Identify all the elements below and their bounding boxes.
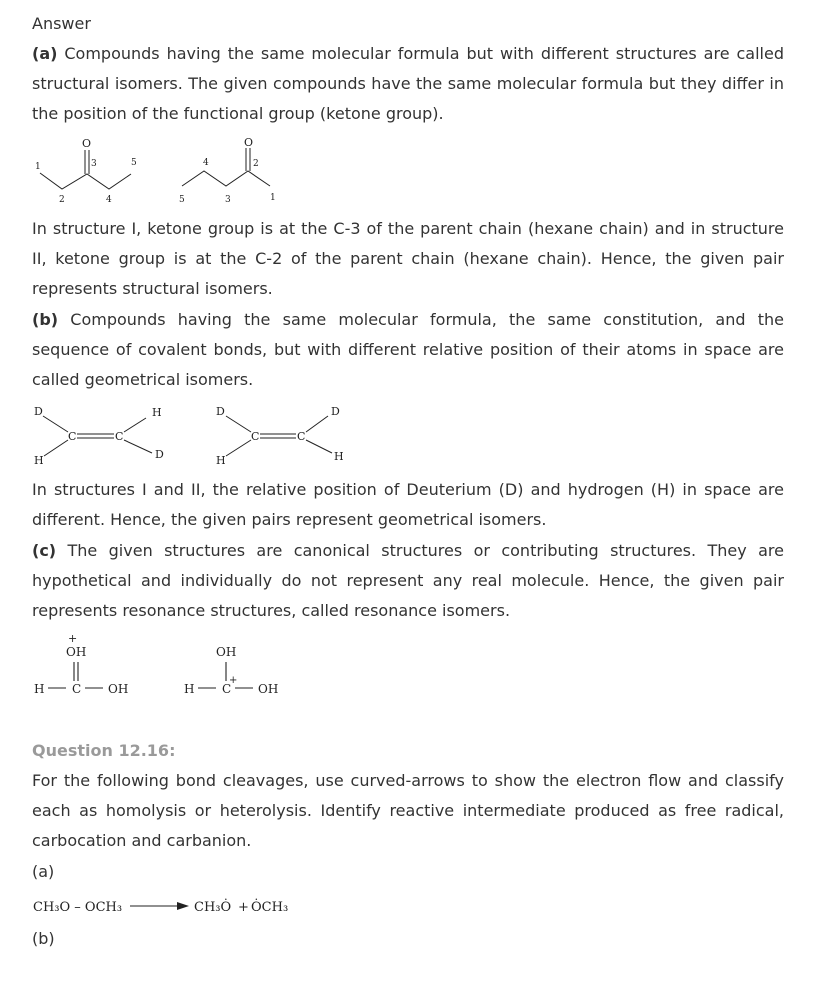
structure-two-c5: 5 <box>179 195 185 205</box>
structure-one-c2: 2 <box>59 195 65 205</box>
part-a-text: Compounds having the same molecular formula but with different structures are called structural isomers. The given compounds have the same molecular formula but they differ in the position of the functional group (ketone group). <box>32 44 784 124</box>
resonance-structures-figure <box>32 632 302 702</box>
iso-two-bonds <box>226 416 332 456</box>
reaction-reactant: CH₃O – OCH₃ <box>33 900 123 915</box>
question-text: For the following bond cleavages, use curved-arrows to show the electron flow and classify each as homolysis or heterolysis. Identify reactive intermediate produced as free radical, carbocation and carbanion. <box>32 771 784 851</box>
answer-heading: Answer <box>32 14 91 33</box>
part-c-label: (c) <box>32 541 57 560</box>
iso-two-d-top-right: D <box>331 405 340 418</box>
part-b-paragraph <box>32 305 784 396</box>
structure-two-c3: 3 <box>225 195 231 205</box>
structure-one-c3: 3 <box>91 159 97 169</box>
iso-one-h-bottom-left: H <box>34 454 44 467</box>
structure-two-c4: 4 <box>203 158 209 168</box>
iso-one-carbon-left: C <box>68 430 77 443</box>
structure-one-bonds <box>40 150 131 189</box>
res-two-oh: OH <box>216 645 237 659</box>
geometrical-isomers-figure <box>32 398 362 470</box>
res-one-plus-charge: + <box>68 632 78 645</box>
structure-one-oxygen: O <box>82 137 92 150</box>
part-b-text: Compounds having the same molecular formula, the same constitution, and the sequence of covalent bonds, but with different relative position of their atoms in space are called geometrical isomers. <box>32 310 784 390</box>
iso-two-carbon-right: C <box>297 430 306 443</box>
part-a-explanation: In structure I, ketone group is at the C-3 of the parent chain (hexane chain) and in structure II, ketone group is at the C-2 of the parent chain (hexane chain). Hence, the given pair represents structural isomers. <box>32 219 784 299</box>
question-sub-b: (b) <box>32 929 55 948</box>
structure-one-c4: 4 <box>106 195 112 205</box>
iso-one-d-top-left: D <box>34 405 43 418</box>
homolysis-reaction-figure <box>32 894 312 920</box>
part-b-label: (b) <box>32 310 59 329</box>
iso-one-carbon-right: C <box>115 430 124 443</box>
res-one-h: H <box>34 682 45 696</box>
iso-one-h-top-right: H <box>152 406 162 419</box>
iso-one-bonds <box>43 416 152 456</box>
structure-two-c2: 2 <box>253 159 259 169</box>
part-c-text: The given structures are canonical structures or contributing structures. They are hypothetical and individually do not represent any real molecule. Hence, the given pair represents resonance structures, called resonance isomers. <box>32 541 784 621</box>
res-two-h: H <box>184 682 195 696</box>
iso-two-h-bottom-right: H <box>334 450 344 463</box>
structure-one-c5: 5 <box>131 158 137 168</box>
iso-one-d-bottom-right: D <box>155 448 164 461</box>
res-two-oh-right: OH <box>258 682 279 696</box>
structure-one-c1: 1 <box>35 162 41 172</box>
reaction-product-one: CH₃Ȯ <box>194 900 232 915</box>
part-a-label: (a) <box>32 44 58 63</box>
part-b-explanation: In structures I and II, the relative position of Deuterium (D) and hydrogen (H) in space are different. Hence, the given pairs represent geometrical isomers. <box>32 480 784 530</box>
part-a-paragraph <box>32 39 784 130</box>
reaction-plus-sign: + <box>238 900 249 915</box>
res-one-oh-right: OH <box>108 682 129 696</box>
iso-two-d-top-left: D <box>216 405 225 418</box>
ketone-structures-figure <box>32 134 312 210</box>
iso-two-h-bottom-left: H <box>216 454 226 467</box>
part-c-paragraph <box>32 536 784 627</box>
res-two-plus-charge: + <box>229 675 238 686</box>
question-sub-a: (a) <box>32 862 55 881</box>
res-one-carbon: C <box>72 682 82 696</box>
iso-two-carbon-left: C <box>251 430 260 443</box>
structure-two-oxygen: O <box>244 136 254 149</box>
reaction-product-two: ȮCH₃ <box>251 900 289 915</box>
res-two-carbon: C <box>222 682 232 696</box>
reaction-arrow-head <box>177 902 189 910</box>
res-one-oh: OH <box>66 645 87 659</box>
question-title: Question 12.16: <box>32 741 176 760</box>
structure-two-c1: 1 <box>270 193 276 203</box>
